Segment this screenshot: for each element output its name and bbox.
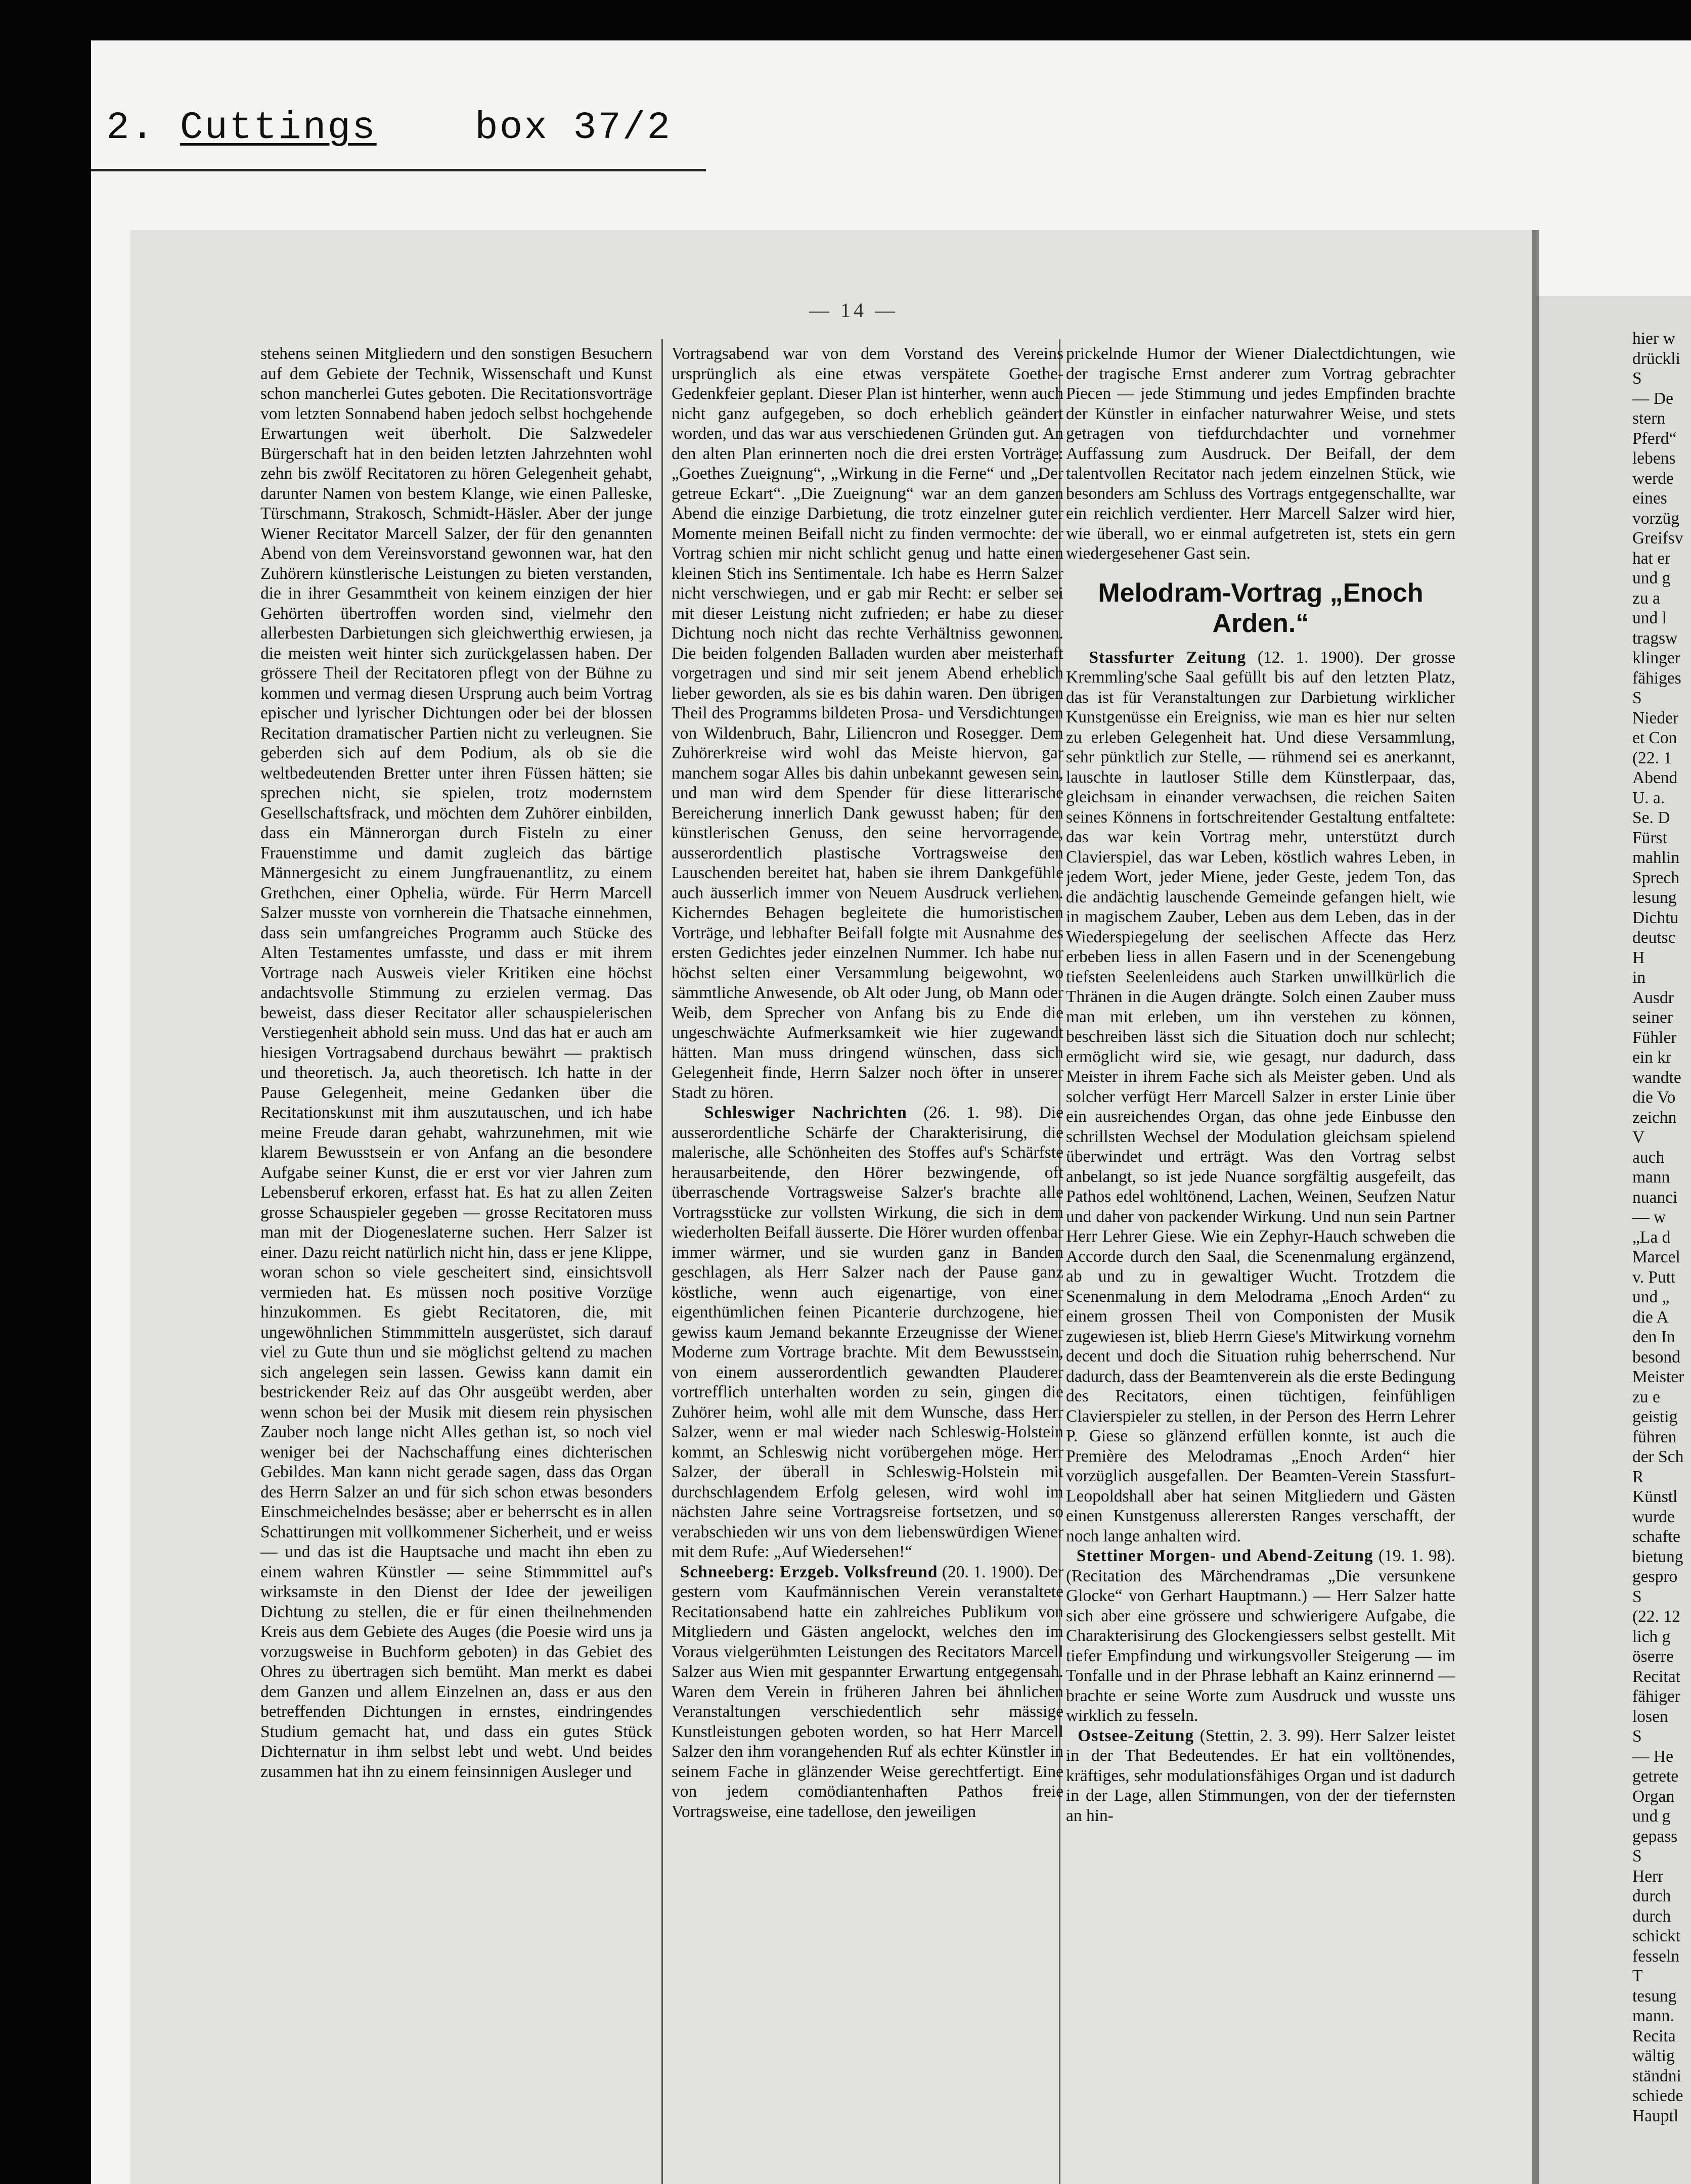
- fragment-line: klinger: [1632, 649, 1680, 667]
- fragment-line: schickt: [1632, 1927, 1680, 1945]
- fragment-line: U. a.: [1632, 788, 1665, 807]
- fragment-line: fähiger: [1632, 1687, 1680, 1706]
- fragment-line: und „: [1632, 1288, 1670, 1306]
- source-date: (19. 1. 98).: [1378, 1546, 1455, 1565]
- fragment-line: Organ: [1632, 1787, 1675, 1806]
- fragment-line: nuanci: [1632, 1188, 1678, 1207]
- fragment-line: ein kr: [1632, 1048, 1672, 1067]
- section-heading: Melodram-Vortrag „Enoch Arden.“: [1098, 578, 1423, 638]
- review-paragraph: [672, 1103, 1063, 1562]
- article-text: Die ausserordentliche Schärfe der Charakterisirung, die malerische, alle Schönheiten des Stoffes auf's Schärfste herausarbeitende, den Hörer bezwingende, oft überraschende Vortragsweise Salzer's brachte alle Vortragsstücke zur vollsten Wirkung, die sich in dem wiederholten Beifall äusserte. Die Hörer wurden offenbar immer wärmer, und sie wurden ganz in Banden geschlagen, als Herr Salzer nach der Pause ganz köstliche, wenn auch eigenartige, von einer eigenthümlichen feinen Picanterie durchzogene, hier gewiss kaum Jemand bekannte Erzeugnisse der Wiener Moderne zum Vortrage brachte. Mit dem Bewusstsein, von einem ausserordentlich gewandten Plauderer vortrefflich unterhalten worden zu sein, gingen die Zuhörer heim, wohl alle mit dem Wunsche, dass Herr Salzer, wenn er mal wieder nach Schleswig-Holstein kommt, an Schleswig nicht vorübergehen möge. Herr Salzer, der überall in Schleswig-Holstein mit durchschlagendem Erfolg gelesen, wird wohl im nächsten Jahre seine Vortragsreise fortsetzen, und so verabschieden wir uns von dem liebenswürdigen Wiener mit dem Rufe: „Auf Wiedersehen!“: [672, 1103, 1063, 1561]
- fragment-line: Pferd“: [1632, 429, 1677, 448]
- fragment-line: R: [1632, 1467, 1644, 1486]
- header-number: 2.: [106, 106, 156, 150]
- review-paragraph: [1066, 1726, 1455, 1826]
- source-title: Schneeberg: Erzgeb. Volksfreund: [680, 1562, 938, 1581]
- review-paragraph: [1066, 648, 1455, 1546]
- fragment-line: Künstl: [1632, 1487, 1678, 1506]
- column-1: [260, 344, 652, 2184]
- fragment-line: ständni: [1632, 2066, 1681, 2085]
- column-3: [1066, 344, 1455, 2184]
- source-date: (Stettin, 2. 3. 99).: [1199, 1726, 1324, 1745]
- fragment-line: hier w: [1632, 329, 1675, 348]
- source-date: (20. 1. 1900).: [942, 1562, 1034, 1581]
- fragment-line: durch: [1632, 1887, 1671, 1905]
- fragment-line: getrete: [1632, 1767, 1679, 1786]
- source-title: Schleswiger Nachrichten: [704, 1103, 907, 1122]
- fragment-line: den In: [1632, 1328, 1675, 1346]
- source-title: Stettiner Morgen- und Abend-Zeitung: [1076, 1546, 1373, 1565]
- fragment-line: Ausdr: [1632, 988, 1674, 1007]
- fragment-line: — He: [1632, 1747, 1673, 1766]
- fragment-line: gespro: [1632, 1567, 1678, 1586]
- fragment-line: losen: [1632, 1707, 1668, 1726]
- fragment-line: und l: [1632, 609, 1667, 627]
- fragment-line: fähiges: [1632, 668, 1681, 688]
- fragment-line: S: [1632, 1587, 1642, 1606]
- fragment-line: zu e: [1632, 1387, 1660, 1406]
- article-text: stehens seinen Mitgliedern und den sonstigen Besuchern auf dem Gebiete der Technik, Wissenschaft und Kunst schon mancherlei Gutes geboten. Die Recitationsvorträge vom letzten Sonnabend haben jedoch selbst hochgehende Erwartungen weit überholt. Die Salzwedeler Bürgerschaft hat in den beiden letzten Jahrzehnten wohl zehn bis zwölf Recitatoren zu hören Gelegenheit gehabt, darunter Namen von bestem Klange, wie einen Palleske, Türschmann, Strakosch, Schmidt-Häsler. Aber der junge Wiener Recitator Marcell Salzer, der für den genannten Abend von dem Vereinsvorstand gewonnen war, hat den Zuhörern künstlerische Leistungen zu bieten verstanden, die in ihrer Gesammtheit von keinem einzigen der hier Gehörten übertroffen worden sind, vielmehr den allerbesten Darbietungen sich gleichwerthig erwiesen, ja die meisten weit hinter sich zurückgelassen haben. Der grössere Theil der Recitatoren pflegt von der Bühne zu kommen und vermag diesen Ursprung auch beim Vortrag epischer und lyrischer Dichtungen oder bei der blossen Recitation dramatischer Partien nicht zu verleugnen. Sie geberden sich auf dem Podium, als ob sie die weltbedeutenden Bretter unter ihren Füssen hätten; sie sprechen nicht, sie spielen, trotz modernstem Gesellschaftsfrack, und möchten dem Zuhörer einbilden, dass ein Männerorgan durch Fisteln zu einer Frauenstimme und damit zugleich das bärtige Männergesicht zu einem Jungfrauenantlitz, zu einem Grethchen, einer Ophelia, würde. Für Herrn Marcell Salzer musste von vornherein die Thatsache einnehmen, dass sein umfangreiches Programm auch Stücke des Alten Testamentes umfasste, und dass er mit ihrem Vortrage nach Ausweis vieler Kritiken eine höchst andachtsvolle Stimmung zu erzielen vermag. Das beweist, dass dieser Recitator aller schauspielerischen Verstiegenheit abhold sein muss. Und das hat er auch am hiesigen Vortragsabend durchaus bewährt — praktisch und theoretisch. Ja, auch theoretisch. Ich hatte in der Pause Gelegenheit, meine Gedanken über die Recitationskunst mit ihm auszutauschen, und ich habe meine Freude daran gehabt, wahrzunehmen, mit wie klarem Bewusstsein er von Anfang an die besondere Aufgabe seiner Kunst, die er erst vor vier Jahren zum Lebensberuf erkoren, erfasst hat. Es hat zu allen Zeiten grosse Schauspieler gegeben — grosse Recitatoren muss man mit der Diogeneslaterne suchen. Herr Salzer ist einer. Dazu reicht natürlich nicht hin, dass er jene Klippe, woran schon so viele gescheitert sind, einsichtsvoll vermieden hat. Es müssen noch positive Vorzüge hinzukommen. Es giebt Recitatoren, die, mit ungewöhnlichen Stimmmitteln ausgerüstet, sich darauf viel zu Gute thun und sie möglichst geltend zu machen sich angelegen sein lassen. Gewiss kann damit ein bestrickender Reiz auf das Ohr ausgeübt werden, aber wenn schon bei der Musik mit diesem rein physischen Zauber noch lange nicht Alles gethan ist, so noch viel weniger bei der Nachschaffung eines dichterischen Gebildes. Man kann nicht gerade sagen, dass das Organ des Herrn Salzer an und für sich schon etwas besonders Einschmeichelndes besässe; aber er beherrscht es in allen Schattirungen mit vollkommener Sicherheit, und er weiss — und das ist die Hauptsache und macht ihn eben zu einem wahren Künstler — seine Stimmmittel auf's wirksamste in den Dienst der Idee der jeweiligen Dichtung zu stellen, die er für einen theilnehmenden Kreis aus dem Gebiete des Auges (die Poesie wird uns ja vorzugsweise in Buchform geboten) in das Gebiet des Ohres zu übertragen sich bemüht. Man merkt es dabei dem Ganzen und allem Einzelnen an, dass er aus den betreffenden Dichtungen in ernstes, eindringendes Studium gemacht hat, und dass ein gutes Stück Dichternatur in ihm selbst lebt und webt. Und beides zusammen hat ihn zu einem feinsinnigen Ausleger und: [260, 344, 652, 1781]
- fragment-line: bietung: [1632, 1547, 1683, 1566]
- fragment-line: Nieder: [1632, 708, 1679, 727]
- fragment-line: S: [1632, 1727, 1642, 1746]
- fragment-line: Meister: [1632, 1368, 1684, 1386]
- fragment-line: schiede: [1632, 2086, 1683, 2105]
- fragment-line: und g: [1632, 569, 1671, 587]
- fragment-line: lich g: [1632, 1627, 1671, 1646]
- fragment-line: führen: [1632, 1427, 1677, 1446]
- fragment-line: wurde: [1632, 1507, 1675, 1526]
- header-box: box 37/2: [475, 106, 672, 150]
- fragment-line: eines: [1632, 489, 1667, 508]
- fragment-line: mann: [1632, 1168, 1670, 1187]
- fragment-line: in: [1632, 968, 1646, 987]
- header-category: Cuttings: [180, 106, 377, 150]
- article-text: Vortragsabend war von dem Vorstand des Vereins ursprünglich als eine etwas verspätete Goethe-Gedenkfeier geplant. Dieser Plan ist hinterher, wenn auch nicht ganz aufgegeben, so doch erheblich geändert worden, und das war aus verschiedenen Gründen gut. An den alten Plan erinnerten noch die drei ersten Vorträge: „Goethes Zueignung“, „Wirkung in die Ferne“ und „Der getreue Eckart“. „Die Zueignung“ war an dem ganzen Abend die einzige Darbietung, die trotz einzelner guter Momente meinen Beifall nicht zu finden vermochte: der Vortrag schien mir nicht schlicht genug und hatte einen kleinen Stich ins Sentimentale. Ich habe es Herrn Salzer nicht verschwiegen, und er gab mir Recht: er selber sei mit dieser Leistung nicht zufrieden; er habe zu dieser Dichtung noch nicht das rechte Verhältniss gewonnen. Die beiden folgenden Balladen wurden aber meisterhaft vorgetragen und sind mir seit jenem Abend erheblich lieber geworden, als sie es bis dahin waren. Den übrigen Theil des Programms bildeten Prosa- und Versdichtungen von Wildenbruch, Bahr, Liliencron und Rosegger. Dem Zuhörerkreise wird wohl das Meiste hiervon, gar manchem sogar Alles bis dahin unbekannt gewesen sein, und man wird dem Spender für diese litterarische Bereicherung innerlich Dank gewusst haben; für den künstlerischen Genuss, den seine hervorragende, ausserordentlich plastische Vortragsweise den Lauschenden bereitet hat, haben sie ihrem Dankgefühle auch äusserlich immer von Neuem Ausdruck verliehen. Kicherndes Behagen begleitete die humoristischen Vorträge, und lebhafter Beifall folgte mit Ausnahme des ersten Gedichtes jeder einzelnen Nummer. Ich habe nur höchst selten einer Versammlung beigewohnt, wo sämmtliche Anwesende, ob Alt oder Jung, ob Mann oder Weib, dem Sprecher von Anfang bis zu Ende die ungeschwächte Aufmerksamkeit wie hier zugewandt hätten. Man muss dringend wünschen, dass sich Gelegenheit finde, Herrn Salzer noch öfter in unserer Stadt zu hören.: [672, 344, 1063, 1102]
- fragment-line: öserre: [1632, 1647, 1674, 1666]
- fragment-line: Fühler: [1632, 1028, 1677, 1047]
- fragment-line: H: [1632, 948, 1645, 967]
- source-date: (26. 1. 98).: [923, 1103, 1023, 1122]
- article-text: (Recitation des Märchendramas „Die versunkene Glocke“ von Gerhart Hauptmann.) — Herr Salzer hatte sich aber eine grössere und schwierigere Aufgabe, die Charakterisirung des Glockengiessers selbst gestellt. Mit tiefer Empfindung und wirkungsvoller Steigerung — im Tonfalle und in der Phrase lebhaft an Kainz erinnernd — brachte er seine Worte zum Ausdruck und wusste uns wirklich zu fesseln.: [1066, 1566, 1455, 1725]
- fragment-line: Abend: [1632, 768, 1678, 787]
- fragment-line: et Con: [1632, 729, 1677, 747]
- fragment-line: die Vo: [1632, 1088, 1676, 1107]
- fragment-line: — w: [1632, 1208, 1666, 1226]
- fragment-line: schafte: [1632, 1527, 1680, 1546]
- fragment-line: Fürst: [1632, 828, 1667, 847]
- source-date: (12. 1. 1900).: [1257, 648, 1364, 667]
- fragment-line: seiner: [1632, 1008, 1673, 1027]
- fragment-line: Recita: [1632, 2026, 1676, 2045]
- fragment-line: tesung: [1632, 1986, 1677, 2006]
- fragment-line: Marcel: [1632, 1248, 1680, 1266]
- fragment-line: stern: [1632, 409, 1666, 428]
- adjacent-column-fragments: [1632, 329, 1691, 2126]
- fragment-line: lesung: [1632, 888, 1677, 907]
- fragment-line: besond: [1632, 1347, 1680, 1367]
- fragment-line: deutsc: [1632, 928, 1676, 947]
- article-text: Der gestern vom Kaufmännischen Verein veranstaltete Recitationsabend hatte ein zahlreiches Publikum von Mitgliedern und Gästen angelockt, welches den im Voraus vielgerühmten Leistungen des Recitators Marcell Salzer aus Wien mit gespannter Erwartung entgegensah. Waren dem Verein in früheren Jahren bei ähnlichen Veranstaltungen verschiedentlich sehr mässige Kunstleistungen geboten worden, so hat Herr Marcell Salzer den ihm vorangehenden Ruf als echter Künstler in seinem Fache in glänzender Weise gerechtfertigt. Eine von jedem comödiantenhaften Pathos freie Vortragsweise, eine tadellose, den jeweiligen: [672, 1562, 1063, 1821]
- article-text: Herr Salzer leistet in der That Bedeutendes. Er hat ein volltönendes, kräftiges, sehr modulationsfähiges Organ und ist dadurch in der Lage, allen Stimmungen, von der der tiefernsten an hin-: [1066, 1726, 1455, 1825]
- fragment-line: S: [1632, 369, 1642, 388]
- fragment-line: geistig: [1632, 1407, 1678, 1426]
- fragment-line: (22. 12: [1632, 1607, 1680, 1626]
- clipping-edge: [1532, 230, 1539, 2184]
- fragment-line: — De: [1632, 389, 1673, 408]
- fragment-line: lebens: [1632, 449, 1676, 468]
- source-title: Stassfurter Zeitung: [1089, 648, 1247, 667]
- fragment-line: hat er: [1632, 549, 1671, 568]
- fragment-line: fesseln: [1632, 1946, 1680, 1966]
- fragment-line: Dichtu: [1632, 908, 1679, 927]
- header-rule: [91, 169, 706, 171]
- fragment-line: Hauptl: [1632, 2106, 1679, 2125]
- fragment-line: T: [1632, 1967, 1643, 1985]
- fragment-line: Sprech: [1632, 868, 1680, 887]
- fragment-line: Herr: [1632, 1867, 1664, 1886]
- page-number: — 14 —: [809, 299, 898, 322]
- fragment-line: Greifsv: [1632, 529, 1683, 548]
- review-paragraph: [672, 1562, 1063, 1822]
- fragment-line: v. Putt: [1632, 1267, 1676, 1287]
- fragment-line: Recitat: [1632, 1667, 1680, 1686]
- fragment-line: vorzüg: [1632, 509, 1680, 528]
- fragment-line: gepass: [1632, 1827, 1678, 1846]
- fragment-line: die A: [1632, 1307, 1669, 1327]
- fragment-line: „La d: [1632, 1227, 1671, 1247]
- fragment-line: wandte: [1632, 1068, 1681, 1087]
- article-text: Der grosse Kremmling'sche Saal gefüllt bis auf den letzten Platz, das ist für Veranstaltungen zur Darbietung wirklicher Kunstgenüsse ein Ereigniss, wie man es hier nur selten zu erleben Gelegenheit hat. Und diese Versammlung, sehr pünktlich zur Stelle, — rühmend sei es anerkannt, lauschte in lautloser Stille dem Künstlerpaar, das, gleichsam in einander verwachsen, die reichen Saiten seines Könnens in fortschreitender Gestaltung entfaltete: das war kein Vortrag mehr, unterstützt durch Clavierspiel, das war Leben, köstlich wahres Leben, in jedem Wort, jeder Miene, jeder Geste, jedem Ton, das die andächtig lauschende Gemeinde gefangen hielt, wie in magischem Zauber, Leben aus dem Leben, das in der Wiederspiegelung der seelischen Affecte das Herz erbeben liess in allen Fasern und in der Scenengebung tiefsten Seelenleidens auch Starken unwillkürlich die Thränen in die Augen drängte. Solch einen Zauber muss man mit erleben, um ihn verstehen zu können, beschreiben lässt sich die Situation doch nur schlecht; ermöglicht wird sie, wie gesagt, nur dadurch, dass Meister in ihrem Fache sich als Meister geben. Und als solcher verfügt Herr Marcell Salzer in erster Linie über ein ausreichendes Organ, das ohne jede Einbusse den schrillsten Wechsel der Modulation gleichsam spielend überwindet und erträgt. Was den Vortrag selbst anbelangt, so ist jede Nuance sorgfältig ausgefeilt, das Pathos edel wohltönend, Lachen, Weinen, Seufzen Natur und daher von packender Wirkung. Und nun sein Partner Herr Lehrer Giese. Wie ein Zephyr-Hauch schweben die Accorde durch den Saal, die Scenenmalung ergänzend, ab und zu in gewaltiger Wucht. Trotzdem die Scenenmalung in dem Melodrama „Enoch Arden“ zu einem grossen Theil von Componisten der Musik zugewiesen ist, blieb Herrn Giese's Mitwirkung vornehm decent und doch die Situation ruhig beherrschend. Nur dadurch, dass der Beamtenverein als die erste Bedingung des Recitators, einen tüchtigen, feinfühligen Clavierspieler zu stellen, in der Person des Herrn Lehrer P. Giese so glänzend erfüllen konnte, ist auch die Première des Melodramas „Enoch Arden“ hier vorzüglich ausgefallen. Der Beamten-Verein Stassfurt-Leopoldshall aber hat seinen Mitgliedern und Gästen einen Kunstgenuss allerersten Ranges verschafft, der noch lange anhalten wird.: [1066, 648, 1455, 1545]
- article-text: prickelnde Humor der Wiener Dialectdichtungen, wie der tragische Ernst anderer zum Vortrag gebrachter Piecen — jede Stimmung und jedes Empfinden brachte der Künstler in einfacher naturwahrer Weise, und stets getragen von tiefdurchdachter und vornehmer Auffassung zum Ausdruck. Der Beifall, der dem talentvollen Recitator nach jedem einzelnen Stück, wie besonders am Schluss des Vortrags entgegenschallte, war ein reichlich verdienter. Herr Marcell Salzer wird hier, wie überall, wo er einmal aufgetreten ist, stets ein gern wiedergesehener Gast sein.: [1066, 344, 1455, 563]
- fragment-line: und g: [1632, 1807, 1671, 1826]
- source-title: Ostsee-Zeitung: [1078, 1726, 1194, 1745]
- fragment-line: V: [1632, 1128, 1645, 1147]
- column-2: [672, 344, 1063, 2184]
- fragment-line: (22. 1: [1632, 748, 1672, 767]
- review-paragraph: [1066, 1546, 1455, 1726]
- fragment-line: auch: [1632, 1148, 1665, 1167]
- fragment-line: Se. D: [1632, 808, 1670, 827]
- fragment-line: werde: [1632, 469, 1674, 488]
- fragment-line: S: [1632, 1847, 1642, 1866]
- fragment-line: mahlin: [1632, 848, 1680, 867]
- fragment-line: der Sch: [1632, 1447, 1684, 1466]
- fragment-line: tragsw: [1632, 628, 1678, 648]
- fragment-line: mann.: [1632, 2007, 1674, 2025]
- fragment-line: zu a: [1632, 588, 1660, 608]
- archive-header: [106, 106, 672, 150]
- fragment-line: drückli: [1632, 349, 1680, 368]
- fragment-line: wältig: [1632, 2046, 1675, 2065]
- fragment-line: durch: [1632, 1906, 1671, 1926]
- fragment-line: zeichn: [1632, 1108, 1677, 1127]
- fragment-line: S: [1632, 689, 1642, 707]
- column-rule: [661, 339, 663, 2184]
